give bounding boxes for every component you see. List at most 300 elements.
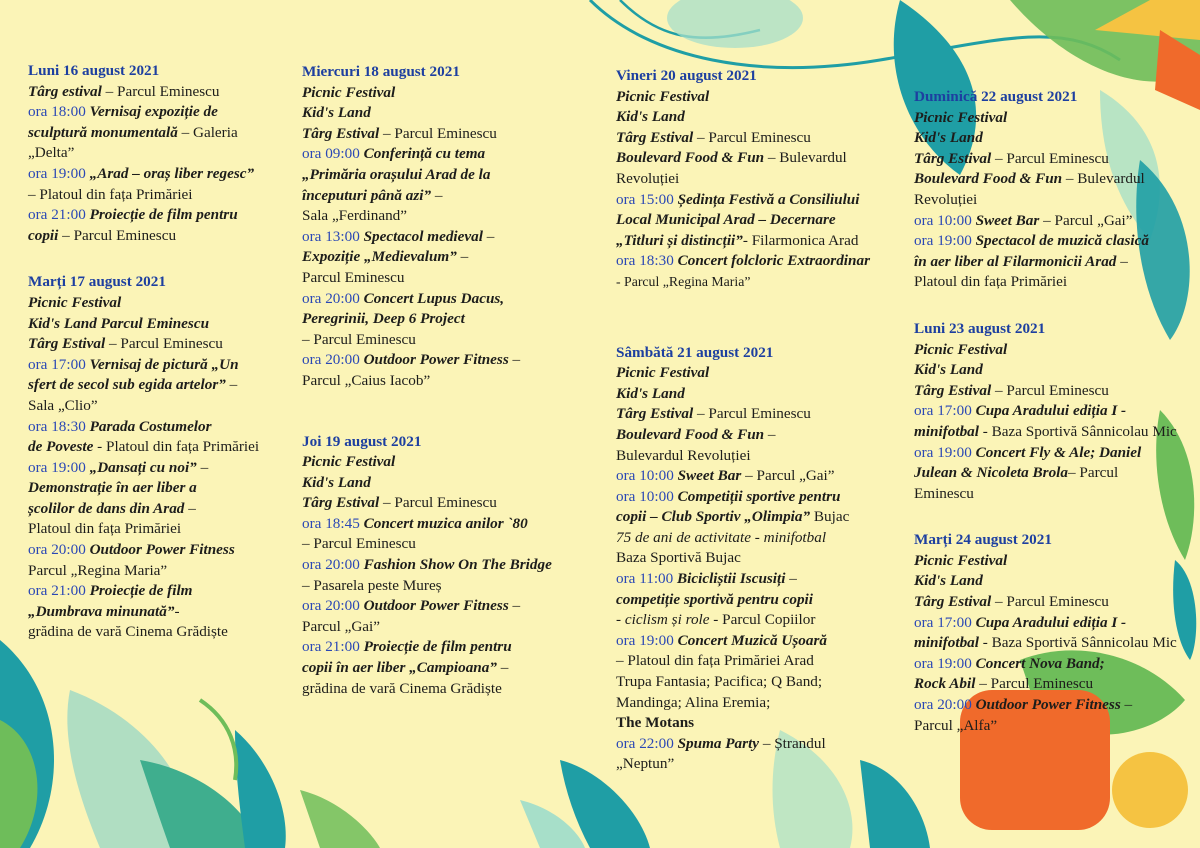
event-location: – Parcul Eminescu <box>58 226 177 244</box>
day-schedule <box>28 61 290 246</box>
program-line <box>616 272 906 293</box>
event-time: ora 19:00 <box>914 443 976 461</box>
program-line <box>302 473 602 494</box>
program-line <box>914 695 1200 716</box>
event-name: Proiecție de film pentru <box>363 638 512 656</box>
day-schedule <box>914 319 1200 504</box>
program-line <box>914 190 1200 211</box>
program-line <box>914 231 1200 252</box>
event-name: Expoziție „Medievalum” <box>302 248 457 266</box>
program-line <box>914 422 1200 443</box>
program-line <box>28 82 290 103</box>
event-name: Târg Estival <box>616 405 694 423</box>
day-heading: Duminică 22 august 2021 <box>914 88 1078 105</box>
event-time: ora 20:00 <box>302 351 364 369</box>
event-name: Picnic Festival <box>302 453 396 471</box>
event-location: – Pasarela peste Mureș <box>302 576 442 594</box>
day-heading: Luni 16 august 2021 <box>28 62 160 79</box>
event-name: Târg estival <box>28 82 102 100</box>
program-line <box>302 103 602 124</box>
day-heading: Marți 24 august 2021 <box>914 531 1052 549</box>
program-line <box>914 463 1200 484</box>
event-location: – Parcul Eminescu <box>105 335 223 353</box>
event-name: Sweet Bar <box>975 211 1040 229</box>
event-name: Outdoor Power Fitness <box>363 597 509 615</box>
event-location: – Parcul Eminescu <box>991 381 1109 399</box>
event-name: sfert de secol sub egida artelor” <box>28 376 226 394</box>
program-line <box>616 528 906 549</box>
program-line <box>616 713 906 734</box>
event-name: Târg Estival <box>28 335 106 353</box>
program-line <box>302 165 602 186</box>
event-name: Picnic Festival <box>616 87 710 105</box>
program-line <box>28 314 290 335</box>
event-location: Bujac <box>810 508 850 526</box>
event-location: Baza Sportivă Bujac <box>616 549 741 567</box>
event-name: Sweet Bar <box>677 467 742 485</box>
event-time: ora 19:00 <box>28 458 90 476</box>
event-name: copii <box>28 226 59 244</box>
event-name: Cupa Aradului ediția I - <box>975 402 1127 420</box>
event-name: Concert Nova Band; <box>975 654 1105 672</box>
event-time: ora 10:00 <box>616 467 678 485</box>
event-time: ora 20:00 <box>302 289 364 307</box>
event-name: copii în aer liber „Campioana” <box>302 659 497 677</box>
event-name: Concert Lupus Dacus, <box>363 289 505 307</box>
event-name: Outdoor Power Fitness <box>363 351 509 369</box>
event-name: Picnic Festival <box>914 551 1008 569</box>
event-location: – <box>496 659 509 677</box>
event-name: Târg Estival <box>914 593 992 611</box>
event-location: grădina de vară Cinema Grădiște <box>28 623 228 641</box>
event-name: Rock Abil <box>914 675 976 693</box>
event-time: ora 19:00 <box>28 164 90 182</box>
program-column-1 <box>28 61 290 643</box>
event-time: ora 21:00 <box>28 582 90 600</box>
program-line <box>28 519 290 540</box>
program-line <box>914 272 1200 293</box>
event-location: „Delta” <box>28 144 75 162</box>
event-location: – Parcul „Gai” <box>1039 211 1133 229</box>
day-heading: Marți 17 august 2021 <box>28 273 166 291</box>
event-name: Kid's Land <box>616 384 685 402</box>
program-line <box>28 355 290 376</box>
program-line <box>616 734 906 755</box>
event-location: 75 de ani de activitate - minifotbal <box>616 528 827 546</box>
event-location: – Bulevardul <box>764 149 847 167</box>
event-time: ora 20:00 <box>914 696 976 714</box>
event-name: Târg Estival <box>914 149 992 167</box>
event-location: – <box>508 597 521 615</box>
day-heading: Luni 23 august 2021 <box>914 319 1046 337</box>
event-time: ora 21:00 <box>28 206 90 224</box>
event-location: – Parcul Eminescu <box>693 405 811 423</box>
program-line <box>616 487 906 508</box>
program-line <box>616 169 906 190</box>
program-line <box>28 417 290 438</box>
event-name: Outdoor Power Fitness <box>975 696 1121 714</box>
event-name: Demonstrație în aer liber a <box>28 479 197 497</box>
event-name: Kid's Land <box>302 104 371 122</box>
event-name: copii – Club Sportiv „Olimpia” <box>616 508 811 526</box>
program-line <box>616 693 906 714</box>
program-line <box>302 637 602 658</box>
program-line <box>616 128 906 149</box>
program-line <box>302 658 602 679</box>
event-location: - <box>174 602 180 620</box>
program-line <box>28 458 290 479</box>
event-time: ora 10:00 <box>914 211 976 229</box>
program-line <box>616 363 906 384</box>
event-location: – <box>184 499 196 517</box>
program-line <box>302 186 602 207</box>
event-name: competiție sportivă pentru copii <box>616 590 813 608</box>
event-location: – <box>225 376 238 394</box>
event-name: Târg Estival <box>914 381 992 399</box>
day-schedule <box>302 432 602 700</box>
program-line <box>914 169 1200 190</box>
day-heading: Joi 19 august 2021 <box>302 432 422 450</box>
day-schedule <box>616 343 906 775</box>
event-name: școlilor de dans din Arad <box>28 499 185 517</box>
event-location: - Filarmonica Arad <box>742 231 859 249</box>
program-line <box>302 144 602 165</box>
event-location: Bulevardul Revoluției <box>616 446 751 464</box>
program-line <box>914 592 1200 613</box>
program-line <box>28 334 290 355</box>
program-line <box>28 396 290 417</box>
event-name: Peregrinii, Deep 6 Project <box>302 310 465 328</box>
event-location: Parcul „Caius Iacob” <box>302 371 431 389</box>
program-line <box>616 754 906 775</box>
event-name: Boulevard Food & Fun <box>616 425 765 443</box>
event-location: Sala „Ferdinand” <box>302 207 408 225</box>
event-location: grădina de vară Cinema Grădiște <box>302 679 502 697</box>
program-line <box>914 211 1200 232</box>
event-name: Picnic Festival <box>302 83 396 101</box>
event-name: Kid's Land <box>914 572 983 590</box>
program-line <box>28 293 290 314</box>
event-time: ora 19:00 <box>914 232 976 250</box>
program-line <box>302 350 602 371</box>
event-name: de Poveste <box>28 438 94 456</box>
event-location: – Parcul Eminescu <box>975 675 1094 693</box>
event-location: - Parcul Copiilor <box>709 611 816 629</box>
program-line <box>28 561 290 582</box>
event-location: - Baza Sportivă Sânnicolau Mic <box>978 422 1177 440</box>
program-line <box>28 602 290 623</box>
program-line <box>28 226 290 247</box>
event-location: – <box>196 458 209 476</box>
event-location: Mandinga; Alina Eremia; <box>616 693 771 711</box>
program-line <box>914 571 1200 592</box>
event-time: ora 17:00 <box>28 355 90 373</box>
event-location: – <box>785 570 797 588</box>
event-name: „Dumbrava minunată” <box>28 602 175 620</box>
program-line <box>302 371 602 392</box>
event-time: ora 09:00 <box>302 145 364 163</box>
program-line <box>302 452 602 473</box>
day-schedule <box>616 66 906 293</box>
program-line <box>914 484 1200 505</box>
event-location: – Parcul Eminescu <box>302 330 416 348</box>
program-line <box>914 128 1200 149</box>
program-line <box>616 384 906 405</box>
event-name: Concert Fly & Ale; Daniel <box>975 443 1142 461</box>
event-time: ora 17:00 <box>914 613 976 631</box>
event-time: ora 18:00 <box>28 103 90 121</box>
program-line <box>616 651 906 672</box>
event-name: Kid's Land Parcul Eminescu <box>28 314 210 332</box>
event-name: „Primăria orașului Arad de la <box>302 165 491 183</box>
event-name: începuturi până azi” <box>302 186 432 204</box>
event-name: minifotbal <box>914 634 979 652</box>
event-location: – Galeria <box>177 123 238 141</box>
event-location: – Bulevardul <box>1062 170 1145 188</box>
event-name: Boulevard Food & Fun <box>616 149 765 167</box>
event-time: ora 13:00 <box>302 227 364 245</box>
program-line <box>914 443 1200 464</box>
event-name: Târg Estival <box>302 124 380 142</box>
event-name: Parada Costumelor <box>89 417 212 435</box>
event-location: – Parcul Eminescu <box>379 494 497 512</box>
event-location: Parcul „Gai” <box>302 617 381 635</box>
day-heading: Miercuri 18 august 2021 <box>302 63 460 80</box>
event-location: Sala „Clio” <box>28 396 98 414</box>
program-line <box>914 551 1200 572</box>
event-location: – Parcul Eminescu <box>379 124 497 142</box>
event-time: ora 10:00 <box>616 487 678 505</box>
program-line <box>28 185 290 206</box>
event-name: Julean & Nicoleta Brola <box>914 464 1068 482</box>
day-schedule <box>914 530 1200 736</box>
day-heading: Sâmbătă 21 august 2021 <box>616 343 774 361</box>
event-name: Ședința Festivă a Consiliului <box>677 190 860 208</box>
event-time: ora 20:00 <box>28 541 90 559</box>
program-line <box>616 590 906 611</box>
event-location: Parcul Eminescu <box>302 268 405 286</box>
program-line <box>914 381 1200 402</box>
event-name: Fashion Show On The Bridge <box>363 556 552 574</box>
program-line <box>616 210 906 231</box>
event-time: ora 18:45 <box>302 514 364 532</box>
event-name: Concert muzica anilor `80 <box>363 514 528 532</box>
program-line <box>616 404 906 425</box>
program-line <box>28 581 290 602</box>
program-line <box>616 631 906 652</box>
event-name: Spectacol medieval <box>363 227 483 245</box>
program-line <box>28 164 290 185</box>
program-line <box>914 633 1200 654</box>
program-line <box>302 679 602 700</box>
event-name: Vernisaj de pictură „Un <box>89 355 239 373</box>
event-location: „Neptun” <box>616 755 675 773</box>
event-location: – Parcul Eminescu <box>693 128 811 146</box>
event-location: – <box>431 186 443 204</box>
program-line <box>616 548 906 569</box>
event-time: ora 17:00 <box>914 402 976 420</box>
event-location: The Motans <box>616 714 695 732</box>
program-line <box>914 674 1200 695</box>
program-column-3 <box>616 66 906 775</box>
event-name: Picnic Festival <box>914 340 1008 358</box>
program-line <box>914 360 1200 381</box>
event-location: - Parcul „Regina Maria” <box>616 273 751 289</box>
program-line <box>914 252 1200 273</box>
program-line <box>616 466 906 487</box>
event-name: minifotbal <box>914 422 979 440</box>
event-name: Picnic Festival <box>914 108 1008 126</box>
program-line <box>302 309 602 330</box>
event-name: Competiții sportive pentru <box>677 487 841 505</box>
event-location: – Parcul Eminescu <box>302 535 416 553</box>
program-line <box>28 123 290 144</box>
event-location: Eminescu <box>914 484 974 502</box>
event-name: în aer liber al Filarmonicii Arad <box>914 252 1117 270</box>
event-name: Picnic Festival <box>28 293 122 311</box>
event-location: – <box>508 351 521 369</box>
event-name: Conferință cu tema <box>363 145 486 163</box>
event-location: Platoul din fața Primăriei <box>28 520 182 538</box>
event-name: Bicicliștii Iscusiți <box>677 570 786 588</box>
event-name: Concert Muzică Ușoară <box>677 631 827 649</box>
program-line <box>302 289 602 310</box>
event-location: - Baza Sportivă Sânnicolau Mic <box>978 634 1177 652</box>
program-line <box>302 555 602 576</box>
event-name: „Arad – oraș liber regesc” <box>89 164 255 182</box>
program-column-2 <box>302 62 602 699</box>
event-location: Revoluției <box>914 190 978 208</box>
event-location: Platoul din fața Primăriei <box>914 273 1068 291</box>
event-name: Picnic Festival <box>616 364 710 382</box>
program-line <box>302 576 602 597</box>
program-line <box>302 330 602 351</box>
event-location: – Parcul „Gai” <box>741 467 835 485</box>
event-name: Kid's Land <box>302 473 371 491</box>
program-line <box>302 227 602 248</box>
event-location: Parcul „Regina Maria” <box>28 561 168 579</box>
program-line <box>28 437 290 458</box>
day-schedule <box>28 272 290 643</box>
day-heading: Vineri 20 august 2021 <box>616 67 757 84</box>
event-location: Revoluției <box>616 169 680 187</box>
event-location: – <box>456 248 469 266</box>
event-name: Kid's Land <box>616 108 685 126</box>
program-line <box>302 493 602 514</box>
event-location: - ciclism și role <box>616 611 710 629</box>
event-location: – Platoul din fața Primăriei <box>28 185 193 203</box>
event-name: „Dansați cu noi” <box>89 458 197 476</box>
event-name: Spuma Party <box>677 734 760 752</box>
program-line <box>616 610 906 631</box>
program-line <box>28 540 290 561</box>
event-name: Cupa Aradului ediția I - <box>975 613 1127 631</box>
program-line <box>302 247 602 268</box>
program-line <box>28 622 290 643</box>
event-time: ora 11:00 <box>616 570 678 588</box>
program-line <box>302 83 602 104</box>
program-line <box>302 206 602 227</box>
event-time: ora 20:00 <box>302 597 364 615</box>
event-location: – <box>482 227 495 245</box>
program-line <box>616 425 906 446</box>
program-line <box>914 716 1200 737</box>
event-location: – Parcul Eminescu <box>991 149 1109 167</box>
event-location: – Parcul <box>1068 464 1119 482</box>
program-line <box>914 340 1200 361</box>
event-name: sculptură monumentală <box>28 123 178 141</box>
event-location: Parcul „Alfa” <box>914 716 998 734</box>
day-schedule <box>914 87 1200 293</box>
program-line <box>914 149 1200 170</box>
program-line <box>28 143 290 164</box>
event-time: ora 20:00 <box>302 556 364 574</box>
program-line <box>302 617 602 638</box>
program-line <box>616 87 906 108</box>
event-name: Kid's Land <box>914 361 983 379</box>
event-name: Târg Estival <box>302 494 380 512</box>
event-name: Kid's Land <box>914 129 983 147</box>
program-line <box>914 613 1200 634</box>
event-time: ora 19:00 <box>914 654 976 672</box>
program-line <box>616 507 906 528</box>
program-line <box>914 401 1200 422</box>
program-line <box>28 375 290 396</box>
event-location: – Parcul Eminescu <box>991 593 1109 611</box>
program-line <box>616 148 906 169</box>
program-column-4 <box>914 87 1200 736</box>
program-line <box>616 231 906 252</box>
event-name: Concert folcloric Extraordinar <box>677 252 870 270</box>
program-line <box>302 596 602 617</box>
program-line <box>302 124 602 145</box>
event-name: Spectacol de muzică clasică <box>975 232 1149 250</box>
program-line <box>302 514 602 535</box>
program-line <box>616 569 906 590</box>
event-location: – Ștrandul <box>759 734 826 752</box>
event-location: Trupa Fantasia; Pacifica; Q Band; <box>616 673 823 691</box>
program-line <box>28 478 290 499</box>
program-line <box>302 534 602 555</box>
event-location: – <box>1120 696 1133 714</box>
program-line <box>914 654 1200 675</box>
program-line <box>28 102 290 123</box>
event-location: – Platoul din fața Primăriei Arad <box>616 652 814 670</box>
program-line <box>302 268 602 289</box>
program-line <box>616 107 906 128</box>
event-name: Outdoor Power Fitness <box>89 541 235 559</box>
event-location: – <box>764 425 776 443</box>
event-name: Vernisaj expoziție de <box>89 103 218 121</box>
event-time: ora 18:30 <box>28 417 90 435</box>
program-line <box>616 672 906 693</box>
program-line <box>616 446 906 467</box>
event-time: ora 15:00 <box>616 190 678 208</box>
event-location: - Platoul din fața Primăriei <box>93 438 260 456</box>
event-location: – Parcul Eminescu <box>101 82 220 100</box>
program-line <box>28 499 290 520</box>
event-name: Boulevard Food & Fun <box>914 170 1063 188</box>
program-line <box>914 108 1200 129</box>
event-name: Proiecție de film <box>89 582 193 600</box>
program-line <box>616 190 906 211</box>
program-line <box>28 205 290 226</box>
event-location: – <box>1116 252 1128 270</box>
event-name: Local Municipal Arad – Decernare <box>616 211 836 229</box>
event-name: Proiecție de film pentru <box>89 206 238 224</box>
program-line <box>616 251 906 272</box>
event-time: ora 22:00 <box>616 734 678 752</box>
